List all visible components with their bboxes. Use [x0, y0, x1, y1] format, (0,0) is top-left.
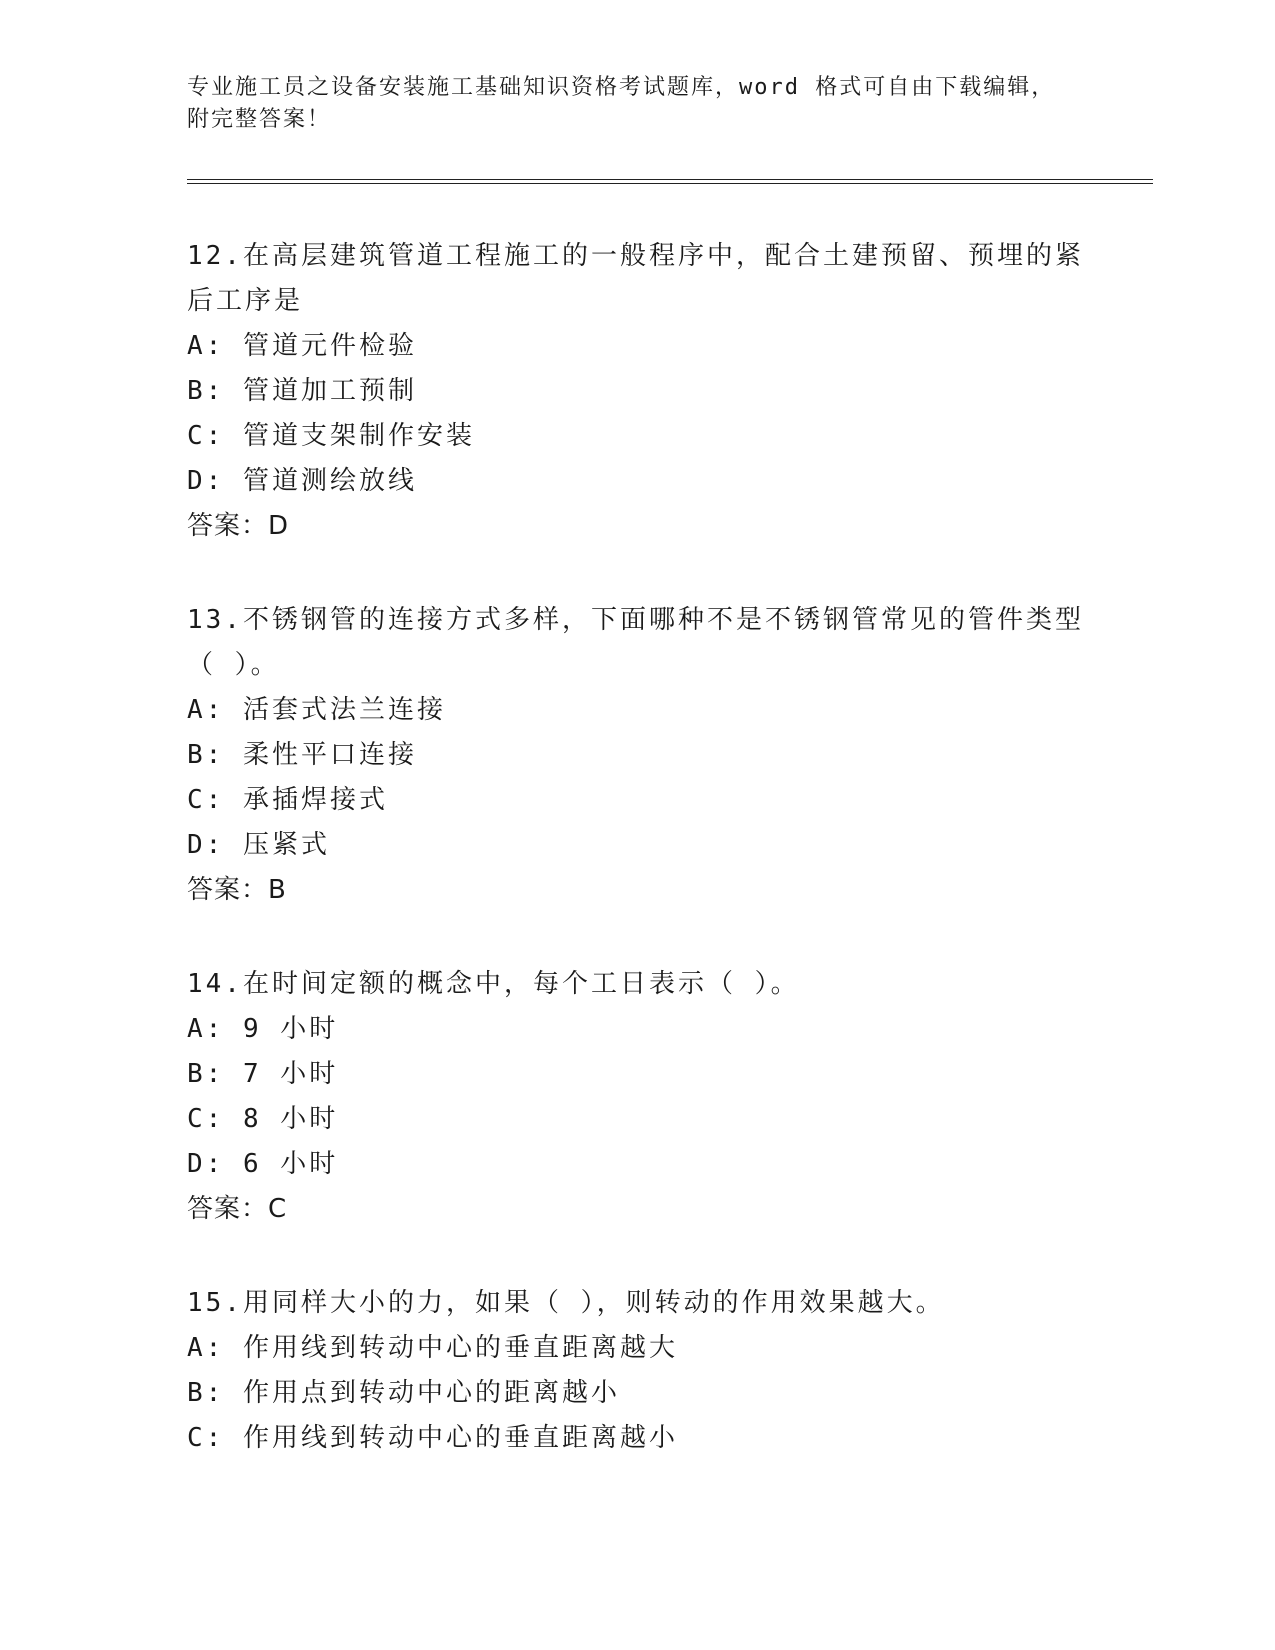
option-a: A: 管道元件检验 — [187, 331, 417, 361]
option-b: B: 作用点到转动中心的距离越小 — [187, 1378, 620, 1408]
option-b: B: 管道加工预制 — [187, 376, 417, 406]
question-14 — [187, 962, 1087, 1232]
answer: 答案：C — [187, 1194, 288, 1224]
document-header — [187, 72, 1087, 136]
answer: 答案：D — [187, 511, 290, 541]
option-a: A: 作用线到转动中心的垂直距离越大 — [187, 1333, 678, 1363]
question-stem-line-1: 15.用同样大小的力，如果（ ），则转动的作用效果越大。 — [187, 1288, 945, 1318]
option-c: C: 8 小时 — [187, 1104, 339, 1134]
option-c: C: 承插焊接式 — [187, 785, 388, 815]
question-13 — [187, 598, 1087, 913]
question-stem-line-1: 12.在高层建筑管道工程施工的一般程序中，配合土建预留、预埋的紧 — [187, 241, 1084, 271]
option-b: B: 7 小时 — [187, 1059, 339, 1089]
intro-line-1: 专业施工员之设备安装施工基础知识资格考试题库，word 格式可自由下载编辑， — [187, 75, 1056, 100]
question-12 — [187, 234, 1087, 549]
option-d: D: 6 小时 — [187, 1149, 339, 1179]
option-b: B: 柔性平口连接 — [187, 740, 417, 770]
intro-line-2: 附完整答案！ — [187, 107, 332, 132]
question-stem-line-1: 13.不锈钢管的连接方式多样，下面哪种不是不锈钢管常见的管件类型 — [187, 605, 1084, 635]
option-a: A: 活套式法兰连接 — [187, 695, 446, 725]
question-stem-line-2: 后工序是 — [187, 286, 304, 316]
option-d: D: 管道测绘放线 — [187, 466, 417, 496]
question-stem-line-1: 14.在时间定额的概念中，每个工日表示（ ）。 — [187, 969, 800, 999]
header-divider-bottom — [187, 183, 1153, 184]
option-c: C: 作用线到转动中心的垂直距离越小 — [187, 1423, 678, 1453]
question-15 — [187, 1281, 1087, 1461]
option-d: D: 压紧式 — [187, 830, 330, 860]
option-a: A: 9 小时 — [187, 1014, 339, 1044]
question-stem-line-2: （ ）。 — [187, 650, 280, 680]
header-divider-top — [187, 179, 1153, 180]
option-c: C: 管道支架制作安装 — [187, 421, 475, 451]
answer: 答案：B — [187, 875, 287, 905]
